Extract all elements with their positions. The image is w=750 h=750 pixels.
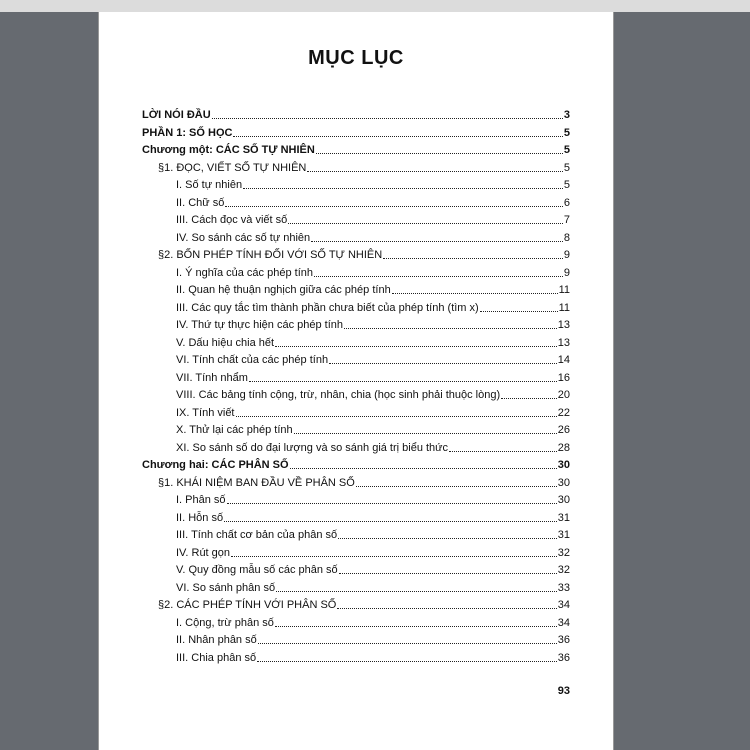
toc-entry <box>176 614 570 630</box>
toc-leader-dots <box>224 521 557 522</box>
toc-entry-page: 13 <box>557 336 570 349</box>
toc-leader-dots <box>316 153 563 154</box>
toc-entry <box>142 456 570 472</box>
toc-leader-dots <box>258 643 557 644</box>
toc-entry <box>176 544 570 560</box>
toc-entry-page: 9 <box>563 249 570 261</box>
toc-entry-page: 5 <box>563 179 570 191</box>
toc-entry <box>176 386 570 402</box>
toc-entry-title: §2. BỐN PHÉP TÍNH ĐỐI VỚI SỐ TỰ NHIÊN <box>158 249 383 261</box>
toc-entry <box>176 369 570 385</box>
toc-leader-dots <box>231 556 557 557</box>
toc-entry <box>176 561 570 577</box>
toc-entry <box>176 194 570 210</box>
toc-entry <box>176 229 570 245</box>
toc-entry-title: III. Chia phân số <box>176 651 257 664</box>
toc-entry-title: II. Nhân phân số <box>176 634 257 646</box>
toc-leader-dots <box>227 503 557 504</box>
toc-entry-title: III. Các quy tắc tìm thành phần chưa biết của phép tính (tìm x) <box>176 301 479 314</box>
toc-entry-page: 5 <box>563 144 570 156</box>
page-number: 93 <box>557 685 570 697</box>
toc-entry <box>176 421 570 437</box>
toc-entry <box>176 211 570 227</box>
document-page <box>98 12 614 750</box>
toc-entry <box>158 159 570 175</box>
viewer-top-bar <box>0 0 750 12</box>
toc-entry-title: X. Thử lại các phép tính <box>176 424 293 436</box>
toc-entry <box>176 631 570 647</box>
toc-entry-title: §1. ĐỌC, VIẾT SỐ TỰ NHIÊN <box>158 161 307 174</box>
toc-entry-title: II. Hỗn số <box>176 511 224 524</box>
toc-leader-dots <box>225 206 563 207</box>
toc-entry-title: IV. So sánh các số tự nhiên <box>176 231 311 244</box>
toc-leader-dots <box>257 661 557 662</box>
viewer-right-margin <box>614 12 750 750</box>
toc-entry-page: 32 <box>557 564 570 576</box>
toc-leader-dots <box>236 416 557 417</box>
toc-leader-dots <box>329 363 557 364</box>
toc-leader-dots <box>276 591 557 592</box>
toc-entry-page: 9 <box>563 266 570 279</box>
toc-leader-dots <box>356 486 557 487</box>
toc-leader-dots <box>383 258 563 259</box>
toc-entry-title: I. Cộng, trừ phân số <box>176 616 274 629</box>
toc-entry-title: V. Dấu hiệu chia hết <box>176 336 275 349</box>
toc-entry <box>176 404 570 420</box>
toc-entry-page: 34 <box>557 599 570 611</box>
toc-leader-dots <box>314 276 563 277</box>
toc-entry-title: XI. So sánh số do đại lượng và so sánh giá trị biểu thức <box>176 441 449 454</box>
toc-leader-dots <box>339 573 557 574</box>
toc-leader-dots <box>311 241 563 242</box>
viewer-left-margin <box>0 12 98 750</box>
toc-entry-page: 30 <box>557 459 570 471</box>
toc-entry-title: VI. So sánh phân số <box>176 581 276 594</box>
toc-leader-dots <box>290 468 557 469</box>
toc-entry-title: §2. CÁC PHÉP TÍNH VỚI PHÂN SỐ <box>158 599 337 611</box>
toc-entry-page: 31 <box>557 511 570 524</box>
toc-entry <box>176 526 570 542</box>
toc-entry <box>176 491 570 507</box>
toc-entry-page: 6 <box>563 196 570 209</box>
toc-entry-page: 34 <box>557 616 570 629</box>
toc-leader-dots <box>501 398 557 399</box>
toc-entry-page: 7 <box>563 214 570 226</box>
toc-entry-page: 26 <box>557 424 570 436</box>
toc-entry <box>142 124 570 140</box>
toc-entry-title: I. Số tự nhiên <box>176 179 243 191</box>
toc-entry-page: 30 <box>557 494 570 506</box>
toc-entry-title: IV. Thứ tự thực hiện các phép tính <box>176 319 344 331</box>
toc-entry <box>142 141 570 157</box>
toc-entry-page: 14 <box>557 354 570 366</box>
toc-leader-dots <box>307 171 563 172</box>
toc-entry-title: IX. Tính viết <box>176 406 235 419</box>
toc-leader-dots <box>233 136 562 137</box>
toc-entry <box>142 106 570 122</box>
toc-entry-page: 22 <box>557 406 570 419</box>
page-title: MỤC LỤC <box>308 47 404 69</box>
toc-entry-page: 36 <box>557 634 570 646</box>
toc-leader-dots <box>480 311 558 312</box>
toc-entry-title: VI. Tính chất của các phép tính <box>176 354 329 366</box>
toc-entry-title: VII. Tính nhẩm <box>176 371 248 384</box>
toc-entry-page: 16 <box>557 371 570 384</box>
toc-entry-title: II. Quan hệ thuận nghịch giữa các phép tính <box>176 284 391 296</box>
toc-entry-page: 28 <box>557 441 570 454</box>
toc-entry <box>176 579 570 595</box>
toc-entry-page: 32 <box>557 546 570 559</box>
toc-entry-page: 3 <box>563 109 570 121</box>
toc-leader-dots <box>294 433 557 434</box>
toc-entry <box>158 474 570 490</box>
toc-entry-title: §1. KHÁI NIỆM BAN ĐẦU VỀ PHÂN SỐ <box>158 476 355 489</box>
toc-entry <box>176 351 570 367</box>
toc-entry-page: 11 <box>558 284 570 296</box>
toc-leader-dots <box>249 381 557 382</box>
toc-leader-dots <box>338 538 557 539</box>
toc-entry <box>176 299 570 315</box>
toc-entry-title: I. Ý nghĩa của các phép tính <box>176 266 313 279</box>
toc-entry-page: 31 <box>557 529 570 541</box>
toc-entry-page: 33 <box>557 581 570 594</box>
toc-leader-dots <box>449 451 557 452</box>
toc-entry <box>176 649 570 665</box>
toc-entry-page: 8 <box>563 231 570 244</box>
toc-entry-page: 5 <box>563 126 570 139</box>
toc-entry <box>176 176 570 192</box>
toc-entry-title: III. Tính chất cơ bản của phân số <box>176 529 338 541</box>
toc-entry-page: 13 <box>557 319 570 331</box>
toc-leader-dots <box>275 626 557 627</box>
toc-entry-title: III. Cách đọc và viết số <box>176 214 288 226</box>
toc-entry-page: 30 <box>557 476 570 489</box>
toc-entry <box>176 509 570 525</box>
toc-entry-title: LỜI NÓI ĐẦU <box>142 109 211 121</box>
toc-entry <box>158 246 570 262</box>
toc-entry-title: V. Quy đồng mẫu số các phân số <box>176 564 338 576</box>
toc-entry-title: VIII. Các bảng tính cộng, trừ, nhân, chia (học sinh phải thuộc lòng) <box>176 389 501 401</box>
toc-entry-title: Chương một: CÁC SỐ TỰ NHIÊN <box>142 144 315 156</box>
toc-leader-dots <box>288 223 563 224</box>
toc-entry <box>176 281 570 297</box>
toc-entry <box>176 439 570 455</box>
toc-leader-dots <box>344 328 557 329</box>
toc-entry <box>158 596 570 612</box>
toc-leader-dots <box>212 118 563 119</box>
toc-entry-title: IV. Rút gọn <box>176 546 231 559</box>
toc-entry <box>176 334 570 350</box>
toc-entry-page: 20 <box>557 389 570 401</box>
toc-entry-page: 11 <box>558 301 570 314</box>
toc-leader-dots <box>337 608 556 609</box>
toc-entry-title: II. Chữ số <box>176 196 225 209</box>
toc-entry-page: 36 <box>557 651 570 664</box>
toc-entry <box>176 316 570 332</box>
toc-leader-dots <box>392 293 558 294</box>
toc-leader-dots <box>243 188 563 189</box>
toc-entry-title: I. Phân số <box>176 494 226 506</box>
toc-entry-title: PHẦN 1: SỐ HỌC <box>142 126 233 139</box>
toc-entry <box>176 264 570 280</box>
toc-entry-page: 5 <box>563 161 570 174</box>
toc-leader-dots <box>275 346 557 347</box>
toc-entry-title: Chương hai: CÁC PHÂN SỐ <box>142 459 289 471</box>
